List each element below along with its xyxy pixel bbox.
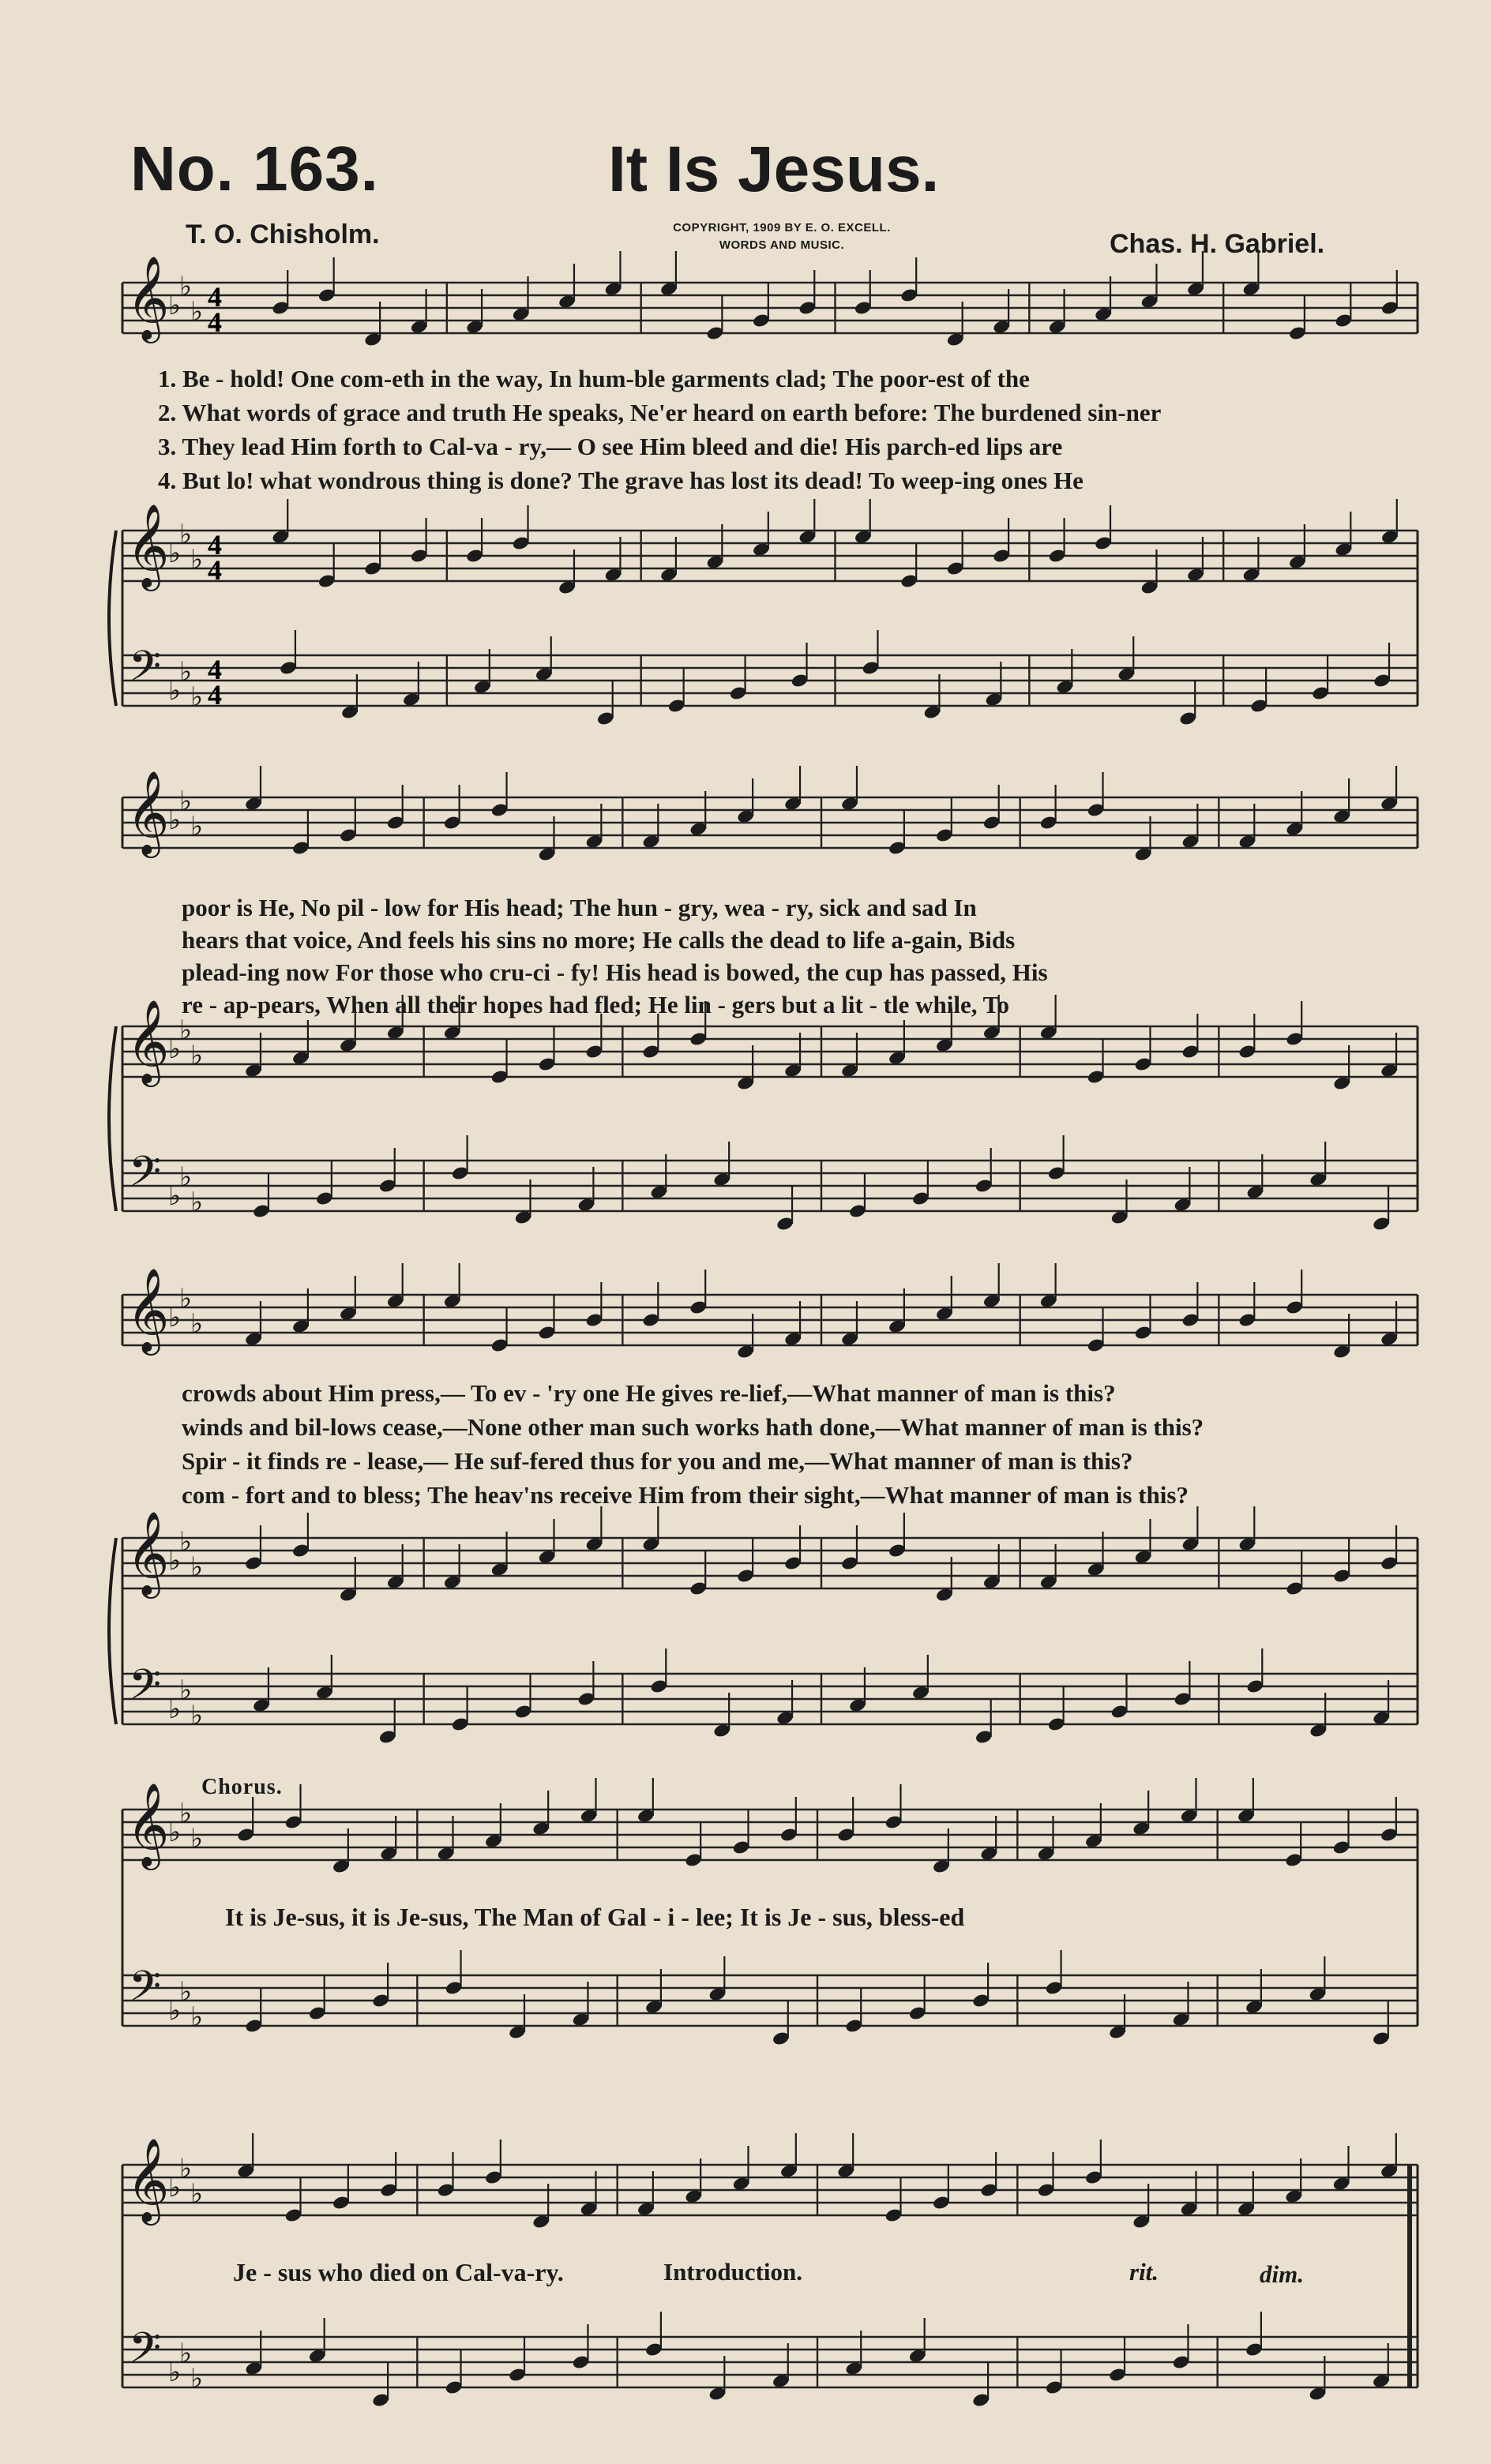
introduction-label: Introduction.	[663, 2258, 802, 2286]
flat-icon: ♭	[168, 1302, 182, 1333]
flat-icon: ♭	[190, 2001, 204, 2033]
treble-clef-icon: 𝄞	[126, 1510, 170, 1595]
flat-icon: ♭	[190, 2178, 204, 2210]
verse-4-line-1: 4. But lo! what wondrous thing is done? The grave has lost its dead! To weep-ing ones He	[158, 467, 1084, 494]
verse-1-line-1: 1. Be - hold! One com-eth in the way, In hum-ble garments clad; The poor-est of the	[158, 365, 1030, 392]
flat-icon: ♭	[190, 1187, 204, 1218]
bass-clef-icon: 𝄢	[129, 1963, 162, 2021]
staff-notation-group	[109, 251, 1418, 2408]
flat-icon: ♭	[179, 271, 193, 302]
flat-icon: ♭	[179, 1014, 193, 1046]
diminuendo-marking: dim.	[1260, 2260, 1304, 2288]
flat-icon: ♭	[179, 1798, 193, 1829]
flat-icon: ♭	[179, 2153, 193, 2185]
flat-icon: ♭	[168, 1033, 182, 1065]
verse-1-line-2: poor is He, No pil - low for His head; The hun - gry, wea - ry, sick and sad In	[182, 894, 977, 921]
flat-icon: ♭	[179, 1976, 193, 2008]
flat-icon: ♭	[168, 804, 182, 836]
flat-icon: ♭	[190, 1308, 204, 1340]
flat-icon: ♭	[190, 1040, 204, 1071]
copyright-subline: WORDS AND MUSIC.	[719, 238, 845, 252]
flat-icon: ♭	[168, 2172, 182, 2203]
flat-icon: ♭	[179, 2338, 193, 2369]
chorus-heading: Chorus.	[201, 1775, 283, 1799]
hymn-title: It Is Jesus.	[608, 133, 940, 205]
bass-clef-icon: 𝄢	[129, 643, 162, 701]
flat-icon: ♭	[168, 2357, 182, 2388]
treble-clef-icon: 𝄞	[126, 1267, 170, 1352]
flat-icon: ♭	[168, 538, 182, 569]
flat-icon: ♭	[179, 786, 193, 817]
flat-icon: ♭	[179, 1675, 193, 1706]
flat-icon: ♭	[168, 1693, 182, 1725]
chorus-line-1: It is Je-sus, it is Je-sus, The Man of Gal - i - lee; It is Je - sus, bless-ed	[225, 1903, 965, 1931]
flat-icon: ♭	[190, 1700, 204, 1731]
flat-icon: ♭	[179, 1161, 193, 1193]
bass-clef-icon: 𝄢	[129, 1661, 162, 1720]
verse-3-line-2: plead-ing now For those who cru-ci - fy! His head is bowed, the cup has passed, His	[182, 958, 1048, 986]
time-signature-top: 4	[208, 529, 222, 561]
bass-clef-icon: 𝄢	[129, 1148, 162, 1206]
verse-4-line-2: re - ap-pears, When all their hopes had fled; He lin - gers but a lit - tle while, To	[182, 991, 1010, 1018]
verse-3-line-3: Spir - it finds re - lease,— He suf-fered thus for you and me,—What manner of man is this?	[182, 1447, 1133, 1475]
verse-2-line-1: 2. What words of grace and truth He speaks, Ne'er heard on earth before: The burdened sin-ner	[158, 399, 1162, 426]
flat-icon: ♭	[190, 544, 204, 576]
time-signature-bottom: 4	[208, 554, 222, 586]
flat-icon: ♭	[190, 811, 204, 842]
ritardando-marking: rit.	[1129, 2258, 1159, 2286]
flat-icon: ♭	[168, 1817, 182, 1848]
flat-icon: ♭	[179, 1283, 193, 1315]
flat-icon: ♭	[168, 1995, 182, 2027]
chorus-line-2: Je - sus who died on Cal-va-ry.	[233, 2258, 564, 2286]
time-signature-bottom: 4	[208, 679, 222, 711]
verse-3-line-1: 3. They lead Him forth to Cal-va - ry,— O see Him bleed and die! His parch-ed lips are	[158, 433, 1063, 460]
treble-clef-icon: 𝄞	[126, 1782, 170, 1866]
bass-clef-icon: 𝄢	[129, 2324, 162, 2383]
flat-icon: ♭	[179, 1526, 193, 1558]
flat-icon: ♭	[190, 2363, 204, 2395]
copyright-line: COPYRIGHT, 1909 BY E. O. EXCELL.	[673, 221, 891, 234]
brace-icon	[109, 531, 116, 706]
treble-clef-icon: 𝄞	[126, 999, 170, 1083]
treble-clef-icon: 𝄞	[126, 255, 170, 339]
flat-icon: ♭	[168, 290, 182, 321]
flat-icon: ♭	[190, 1823, 204, 1855]
flat-icon: ♭	[168, 1180, 182, 1212]
verse-1-line-3: crowds about Him press,— To ev - 'ry one He gives re-lief,—What manner of man is this?	[182, 1379, 1116, 1407]
time-signature-top: 4	[208, 654, 222, 685]
composer-credit: Chas. H. Gabriel.	[1110, 229, 1325, 259]
hymn-number: No. 163.	[130, 133, 379, 204]
flat-icon: ♭	[168, 675, 182, 707]
flat-icon: ♭	[179, 656, 193, 688]
verse-4-line-3: com - fort and to bless; The heav'ns receive Him from their sight,—What manner of man is this?	[182, 1481, 1189, 1509]
treble-clef-icon: 𝄞	[126, 770, 170, 854]
brace-icon	[109, 1026, 116, 1211]
treble-clef-icon: 𝄞	[126, 503, 170, 587]
flat-icon: ♭	[179, 519, 193, 550]
flat-icon: ♭	[190, 681, 204, 713]
flat-icon: ♭	[190, 1551, 204, 1583]
verse-2-line-2: hears that voice, And feels his sins no more; He calls the dead to life a-gain, Bids	[182, 926, 1016, 954]
lyricist-credit: T. O. Chisholm.	[186, 219, 380, 249]
brace-icon	[109, 1538, 116, 1724]
flat-icon: ♭	[168, 1545, 182, 1577]
treble-clef-icon: 𝄞	[126, 2137, 170, 2222]
verse-2-line-3: winds and bil-lows cease,—None other man such works hath done,—What manner of man is this?	[182, 1413, 1204, 1441]
flat-icon: ♭	[190, 296, 204, 328]
time-signature-bottom: 4	[208, 306, 222, 338]
time-signature-top: 4	[208, 281, 222, 313]
